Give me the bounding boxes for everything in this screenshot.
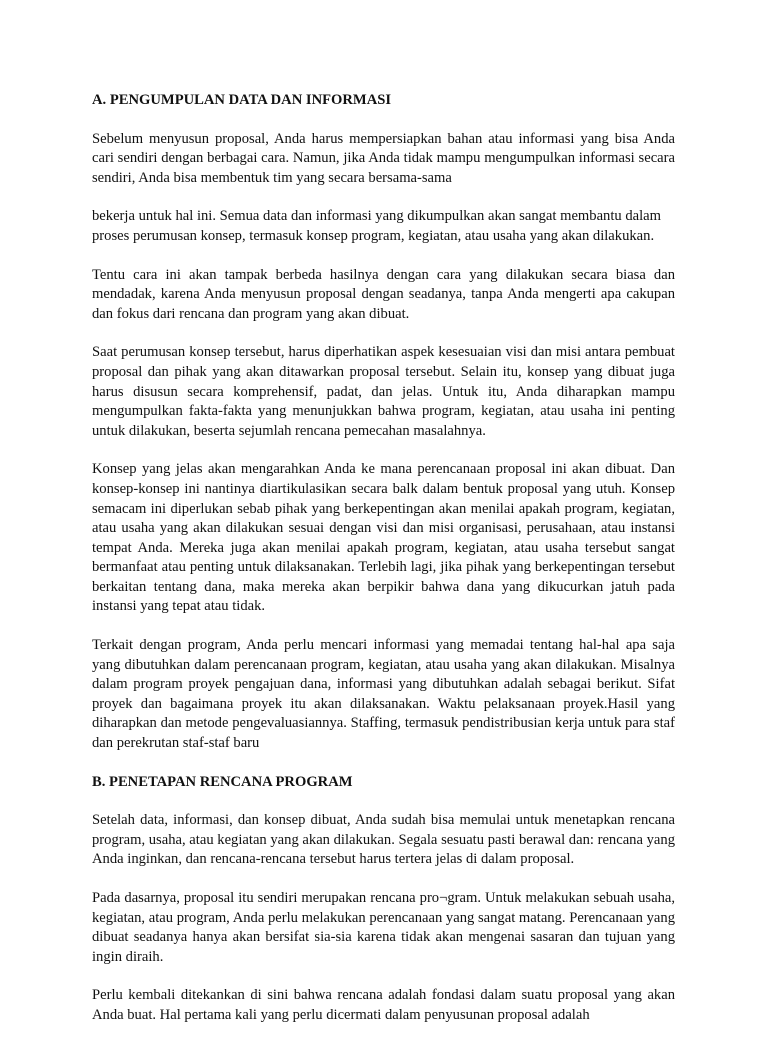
paragraph: Saat perumusan konsep tersebut, harus diperhatikan aspek kesesuaian visi dan misi antara pembuat proposal dan pihak yang akan ditawarkan proposal tersebut. Selain itu, konsep yang dibuat juga harus disusun secara komprehensif, padat, dan jelas. Untuk itu, Anda diharapkan mampu mengumpulkan fakta-fakta yang menunjukkan bahwa program, kegiatan, atau usaha ini penting untuk dilakukan, beserta sejumlah rencana pemecahan masalahnya. — [92, 344, 675, 439]
paragraph: Setelah data, informasi, dan konsep dibuat, Anda sudah bisa memulai untuk menetapkan rencana program, usaha, atau kegiatan yang akan dilakukan. Segala sesuatu pasti berawal dan: rencana yang Anda inginkan, dan rencana-rencana tersebut harus tertera jelas di dalam proposal. — [92, 812, 675, 868]
section-b-heading: B. PENETAPAN RENCANA PROGRAM — [92, 773, 353, 790]
section-a-heading: A. PENGUMPULAN DATA DAN INFORMASI — [92, 92, 392, 108]
paragraph: Terkait dengan program, Anda perlu mencari informasi yang memadai tentang hal-hal apa saja yang dibutuhkan dalam perencanaan program, kegiatan, atau usaha yang akan dilakukan. Misalnya dalam program proyek pengajuan dana, informasi yang dibutuhkan adalah sebagai berikut. Sifat proyek dan bagaimana proyek itu akan dilaksanakan. Waktu pelaksanaan proyek.Hasil yang diharapkan dan metode pengevaluasiannya. Staffing, termasuk pendistribusian kerja untuk para staf dan perekrutan staf-staf baru — [92, 637, 675, 752]
paragraph: Perlu kembali ditekankan di sini bahwa rencana adalah fondasi dalam suatu proposal yang akan Anda buat. Hal pertama kali yang perlu dicermati dalam penyusunan proposal adalah — [92, 987, 675, 1023]
document-page — [92, 91, 675, 1045]
paragraph: Pada dasarnya, proposal itu sendiri merupakan rencana pro¬gram. Untuk melakukan sebuah usaha, kegiatan, atau program, Anda perlu melakukan perencanaan yang sangat matang. Perencanaan yang dibuat seadanya hanya akan bersifat sia-sia karena tidak akan mengenai sasaran dan tujuan yang ingin diraih. — [92, 890, 675, 965]
paragraph: Tentu cara ini akan tampak berbeda hasilnya dengan cara yang dilakukan secara biasa dan mendadak, karena Anda menyusun proposal dengan seadanya, tanpa Anda mengerti apa cakupan dan fokus dari rencana dan program yang akan dibuat. — [92, 266, 675, 322]
paragraph: bekerja untuk hal ini. Semua data dan informasi yang dikumpulkan akan sangat membantu dalam proses perumusan konsep, termasuk konsep program, kegiatan, atau usaha yang akan dilakukan. — [92, 208, 661, 244]
paragraph: Sebelum menyusun proposal, Anda harus mempersiapkan bahan atau informasi yang bisa Anda cari sendiri dengan berbagai cara. Namun, jika Anda tidak mampu mengumpulkan informasi secara sendiri, Anda bisa membentuk tim yang secara bersama-sama — [92, 130, 675, 186]
paragraph: Konsep yang jelas akan mengarahkan Anda ke mana perencanaan proposal ini akan dibuat. Dan konsep-konsep ini nantinya diartikulasikan secara balk dalam bentuk proposal yang utuh. Konsep semacam ini diperlukan sebab pihak yang berkepentingan akan menilai apakah program, kegiatan, atau usaha yang akan dilakukan sesuai dengan visi dan misi organisasi, perusahaan, atau instansi tempat Anda. Mereka juga akan menilai apakah program, kegiatan, atau usaha tersebut sangat bermanfaat atau penting untuk dilaksanakan. Terlebih lagi, jika pihak yang berkepentingan tersebut berkaitan tentang dana, maka mereka akan berpikir bahwa dana yang dikucurkan jatuh pada instansi yang tepat atau tidak. — [92, 461, 675, 615]
